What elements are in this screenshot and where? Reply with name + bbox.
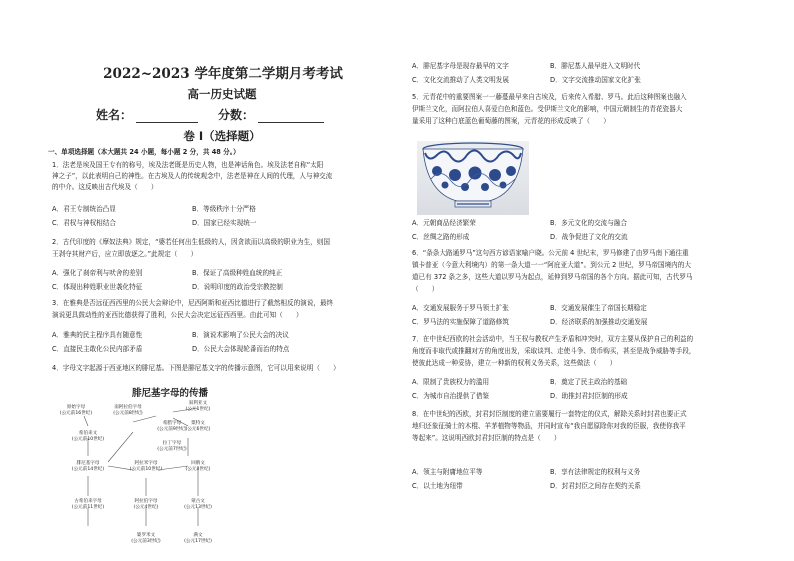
node-label: 回鹘文 (191, 461, 205, 466)
q4-option-b[interactable]: B．腓尼基人最早进入文明时代 (550, 62, 641, 70)
q2-option-a[interactable]: A．强化了刹帝利与吠舍的差别 (52, 269, 143, 277)
q1-option-d[interactable]: D．国家已经实现统一 (192, 219, 257, 227)
q3-line: 演说更具鼓动性的亚西比德获得了胜利，公民大会决定远征西西里。由此可知（ ） (52, 311, 303, 319)
q5-line: 量采用了这种白底蓝色葡萄藤的图案，元青花的形成反映了（ ） (412, 117, 610, 125)
score-blank[interactable] (258, 110, 324, 123)
q7-line: 角度而非取代或推翻对方的角度出发，采取谈判、走使斗争、货币购买，甚至是战争威胁等手段， (412, 347, 696, 355)
q3-option-a[interactable]: A．雅典的民主程序具有随意性 (52, 331, 143, 339)
q7-option-a[interactable]: A．限制了贵族权力的滥用 (412, 378, 490, 386)
q1-option-b[interactable]: B．等级秩序十分严格 (192, 205, 256, 213)
q5-line: 伊斯兰文化，而阿拉伯人喜爱白色和蓝色。受伊斯兰文化的影响，中国元朝制生的青花瓷器大 (412, 105, 683, 113)
q2-option-b[interactable]: B．保证了高级种姓血统的纯正 (192, 269, 283, 277)
q6-option-d[interactable]: D．经济联系的加强推动交通发展 (550, 318, 648, 326)
node-label: 阿拉米字母 (134, 461, 158, 466)
node-sub: (公元前11世纪) (71, 505, 105, 510)
q6-line: 镇卡普亚（今意大利境内）的第一条大道一一“阿庇亚大道”。到公元 2 世纪，罗马帝国境内的大 (412, 261, 691, 269)
q2-option-c[interactable]: C．体现出种姓职业世袭化特征 (52, 283, 143, 291)
q6-line: 道已有 372 条之多，这些大道以罗马为起点，延伸到罗马帝国的各个方向。据此可知，古代罗马 (412, 273, 693, 281)
q1-line: 的中介。这反映出古代埃及（ ） (52, 183, 158, 191)
q7-line: 7．在中世纪西欧的社会活动中，当王权与教权产生矛盾和冲突时，双方主要从保护自己的利益的 (412, 335, 694, 343)
node-label: 蒙古文 (191, 499, 205, 504)
q5-option-c[interactable]: C．丝绸之路的形成 (412, 233, 470, 241)
diagram-title: 腓尼基字母的传播 (131, 388, 208, 399)
q8-option-a[interactable]: A．领主与附庸地位平等 (412, 468, 483, 476)
node-sub: (公元前9世纪) (157, 427, 187, 432)
q8-line: 8．在中世纪的西欧，封君封臣制度的建立需要履行一套特定的仪式，解除关系时封君也要正式 (412, 410, 687, 418)
section-head: 一、单项选择题（本大题共 24 小题，每小题 2 分，共 48 分。） (48, 148, 240, 156)
q1-line: 1．法老是埃及国王专有的称号，埃及法老既是历史人物，也是神话角色。埃及法老自称“太阳 (52, 161, 324, 169)
node-sub: (公元前10世纪) (129, 467, 163, 472)
node-sub: (公元8世纪) (185, 467, 211, 472)
q6-option-a[interactable]: A．交通发展服务于罗马领土扩张 (412, 304, 509, 312)
node-label: 婆罗米文 (136, 533, 156, 538)
q3-option-b[interactable]: B．演说术影响了公民大会的决议 (192, 331, 289, 339)
q8-option-c[interactable]: C．以土地为纽带 (412, 482, 463, 490)
q8-option-b[interactable]: B．享有法律规定的权利与义务 (550, 468, 641, 476)
node-sub: (公元1世纪) (185, 407, 211, 412)
node-label: 粟特文 (191, 421, 205, 426)
q7-line: 使彼此达成一种妥协，建立一种新的权利义务关系，这些做法（ ） (412, 359, 617, 367)
name-label: 姓名： (96, 108, 133, 122)
q7-option-c[interactable]: C．为城市自治提供了借鉴 (412, 392, 490, 400)
exam-subtitle: 高一历史试题 (187, 87, 257, 101)
q3-option-d[interactable]: D．公民大会体现轮番而治的特点 (192, 345, 290, 353)
q1-line: 神之子”，以此表明自己的神性。在古埃及人的传统观念中，法老是神在人间的代理，人与神交流 (52, 172, 333, 180)
node-label: 希伯来文 (78, 431, 98, 436)
node-sub: (公元前7世纪) (157, 447, 187, 452)
q6-line: 6．“条条大路通罗马”这句西方谚语家喻户晓。公元前 4 世纪末，罗马修建了由罗马南下通往重 (412, 249, 689, 257)
node-label: 南阿拉伯字母 (114, 405, 142, 410)
q5-option-a[interactable]: A．元朝商品经济繁荣 (412, 219, 476, 227)
section-title: 卷 I（选择题） (183, 129, 261, 143)
q7-option-d[interactable]: D．助推封君封臣制的形成 (550, 392, 628, 400)
q3-option-c[interactable]: C．直接民主敢化公民内部矛盾 (52, 345, 143, 353)
node-label: 原始字母 (66, 405, 86, 410)
q8-line: 等起来”。这说明西欧封君封臣制的特点是（ ） (412, 434, 561, 442)
node-sub: (公元6世纪) (185, 427, 211, 432)
node-label: 阿拉伯字母 (134, 499, 158, 504)
q4-option-c[interactable]: C．文化交流推动了人类文明发展 (412, 76, 509, 84)
name-score-row (96, 106, 366, 123)
node-label: 叙利亚文 (188, 401, 208, 406)
q5-option-d[interactable]: D．战争促进了文化的交流 (550, 233, 628, 241)
q7-option-b[interactable]: B．奠定了民主政治的基础 (550, 378, 628, 386)
blue-white-porcelain-bowl-image (417, 141, 529, 215)
q6-option-b[interactable]: B．交通发展催生了帝国长期稳定 (550, 304, 647, 312)
q4-option-d[interactable]: D．文字交流推动国家文化扩张 (550, 76, 641, 84)
node-label: 腓尼基字母 (76, 461, 100, 466)
q2-line: 2．古代印度的《摩奴法典》规定，“婆若任何出生低级的人，因贪欲而以高级的职业为生，则国 (52, 238, 330, 246)
node-sub: (公元17世纪) (184, 539, 212, 544)
q4-line: 4．字母文字起源于西亚地区的腓尼基。下图是腓尼基文字的传播示意图，它可以用来说明（ ） (52, 364, 340, 372)
node-sub: (公元前10世纪) (71, 437, 105, 442)
q8-line: 地归还象征骑士的木棍、羊茅植物等物品，并同时宣布“我自愿原除你对我的臣服，我使你我平 (412, 422, 686, 430)
q5-option-b[interactable]: B．多元文化的交流与融合 (550, 219, 628, 227)
q5-line: 5．元青花中的重要图案一一藤蔓最早来自古埃及，后来传入希腊、罗马。此后这种图案也融入 (412, 93, 687, 101)
q8-option-d[interactable]: D．封君封臣之间存在契约关系 (550, 482, 641, 490)
q1-option-a[interactable]: A．君王专制统治凸显 (52, 205, 116, 213)
node-sub: (公元4世纪) (133, 505, 159, 510)
alphabet-diagram (48, 398, 248, 553)
node-label: 古希伯来字母 (74, 499, 102, 504)
node-sub: (公元前14世纪) (71, 467, 105, 472)
node-sub: (公元13世纪) (184, 505, 212, 510)
q3-line: 3．在雅典是否远征西西里的公民大会辩论中，尼西阿斯和亚西比德进行了截然相反的演说，最终 (52, 299, 334, 307)
q1-option-c[interactable]: C．君权与神权相结合 (52, 219, 116, 227)
q6-line: （ ） (412, 285, 439, 293)
q4-option-a[interactable]: A．腓尼基字母是现存最早的文字 (412, 62, 509, 70)
q6-option-c[interactable]: C．罗马法的实施保障了道路修筑 (412, 318, 509, 326)
node-sub: (公元前16世纪) (59, 411, 93, 416)
score-label: 分数： (218, 108, 255, 122)
node-label: 拉丁字母 (162, 441, 182, 446)
node-sub: (公元前3世纪) (131, 539, 161, 544)
exam-title: 2022~2023 学年度第二学期月考考试 (103, 66, 343, 82)
node-label: 希腊字母 (162, 421, 182, 426)
node-sub: (公元前8世纪) (113, 411, 143, 416)
q2-line: 王剥夺其财产后，应立即放逐之。”此规定（ ） (52, 250, 198, 258)
name-blank[interactable] (136, 110, 198, 123)
node-label: 满文 (193, 533, 203, 538)
q2-option-d[interactable]: D．说明印度的政治受宗教控制 (192, 283, 283, 291)
